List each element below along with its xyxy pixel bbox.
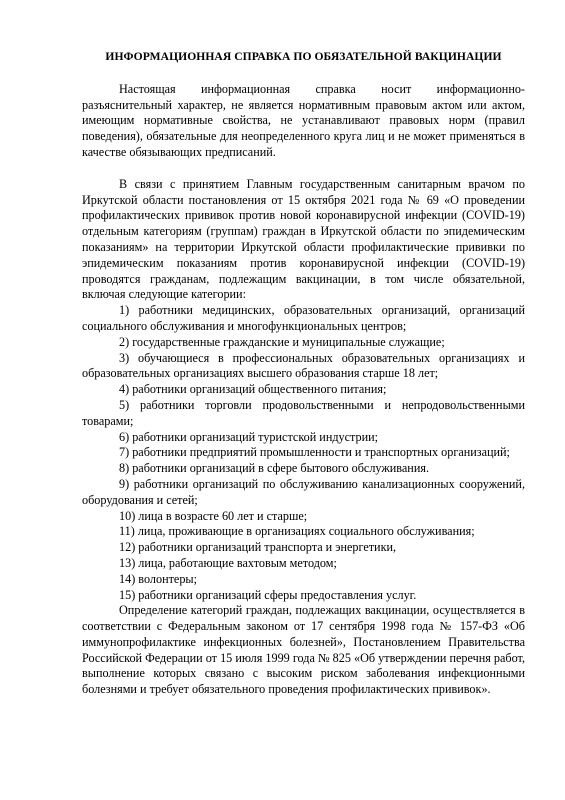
closing-paragraph: Определение категорий граждан, подлежащих вакцинации, осуществляется в соответствии с Федеральным законом от 17 сентября 1998 года № 157-ФЗ «Об иммунопрофилактике инфекционных болезней», Постановлением Правительства Российской Федерации от 15 июля 1999 года № 825 «Об утверждении перечня работ, выполнение которых связано с высоким риском заболевания инфекционными болезнями и требует обязательного проведения профилактических прививок». xyxy=(82,603,525,697)
list-item: 13) лица, работающие вахтовым методом; xyxy=(119,555,337,570)
list-item: 9) работники организаций по обслуживанию канализационных сооружений, оборудования и сетей; xyxy=(82,476,525,507)
list-item: 11) лица, проживающие в организациях социального обслуживания; xyxy=(119,524,475,539)
intro-paragraph: Настоящая информационная справка носит информационно-разъяснительный характер, не является нормативным правовым актом или актом, имеющим нормативные свойства, не устанавливают правовых норм (правил поведения), обязательные для неопределенного круга лиц и не может применяться в качестве обязывающих предписаний. xyxy=(82,81,525,159)
list-item: 7) работники предприятий промышленности и транспортных организаций; xyxy=(119,445,510,460)
list-item: 1) работники медицинских, образовательных организаций, организаций социального обслуживания и многофункциональных центров; xyxy=(82,303,525,333)
list-item: 5) работники торговли продовольственными и непродовольственными товарами; xyxy=(82,397,525,428)
document-body xyxy=(82,49,525,698)
list-item: 3) обучающиеся в профессиональных образовательных организациях и образовательных организациях высшего образования старше 18 лет; xyxy=(82,350,525,381)
list-item: 8) работники организаций в сфере бытового обслуживания. xyxy=(119,461,430,476)
list-item: 12) работники организаций транспорта и энергетики, xyxy=(119,540,397,555)
main-paragraph: В связи с принятием Главным государственным санитарным врачом по Иркутской области постановления от 15 октября 2021 года № 69 «О проведении профилактических прививок против новой коронавирусной инфекции (COVID-19) отдельным категориям (группам) граждан в Иркутской области по эпидемическим показаниям» на территории Иркутской области профилактические прививки по эпидемическим показаниям против коронавирусной инфекции (COVID-19) проводятся гражданам, подлежащим вакцинации, в том числе обязательной, включая следующие категории: xyxy=(82,176,525,302)
category-list xyxy=(82,303,525,603)
list-item: 15) работники организаций сферы предоставления услуг. xyxy=(119,587,417,602)
document-title: ИНФОРМАЦИОННАЯ СПРАВКА ПО ОБЯЗАТЕЛЬНОЙ ВАКЦИНАЦИИ xyxy=(105,50,502,63)
list-item: 4) работники организаций общественного питания; xyxy=(119,382,387,397)
list-item: 2) государственные гражданские и муниципальные служащие; xyxy=(119,334,445,349)
list-item: 10) лица в возрасте 60 лет и старше; xyxy=(119,508,308,523)
list-item: 6) работники организаций туристской индустрии; xyxy=(119,429,379,444)
list-item: 14) волонтеры; xyxy=(119,571,197,586)
